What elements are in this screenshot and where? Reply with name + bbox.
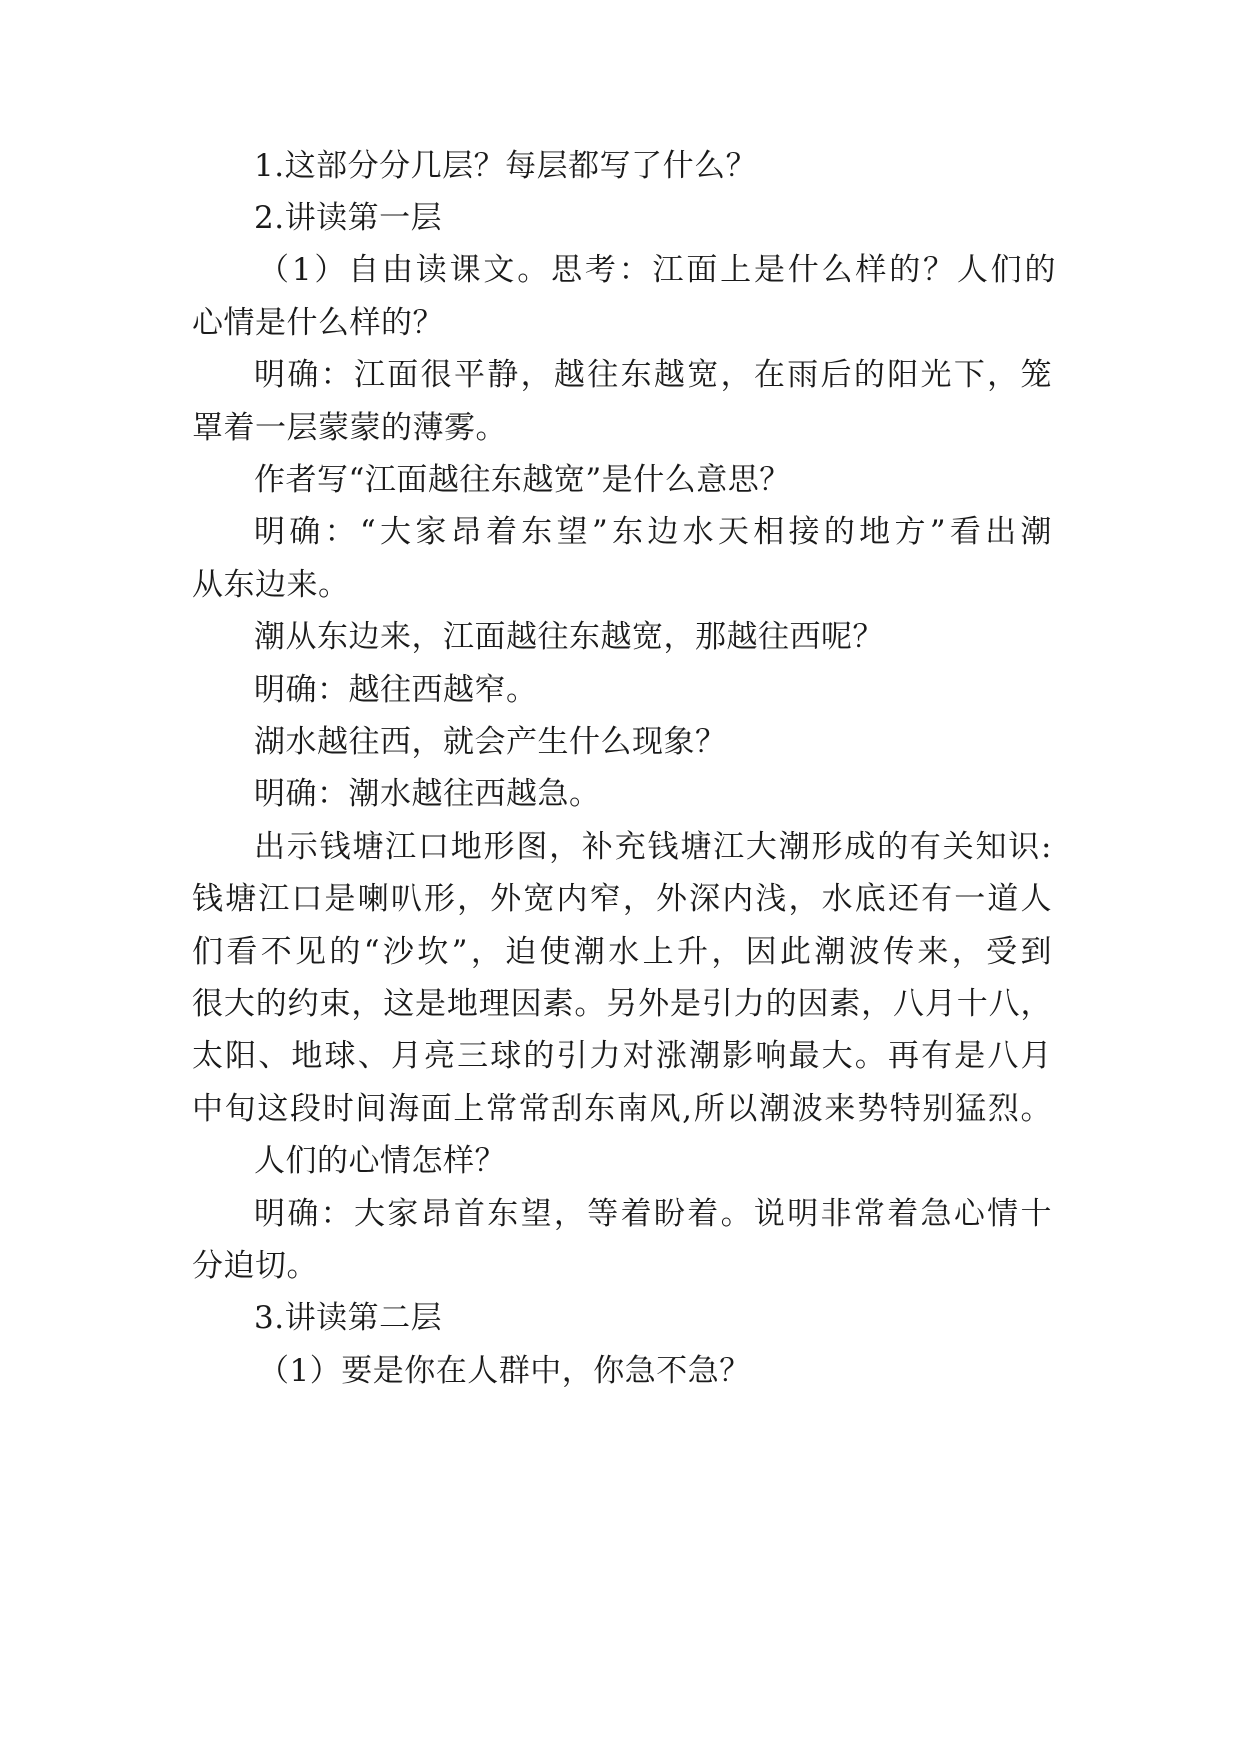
paragraph-line: 们看不见的“沙坎”，迫使潮水上升，因此潮波传来，受到 <box>192 934 1052 970</box>
section-heading: 2.讲读第一层 <box>254 200 443 236</box>
paragraph-line: 从东边来。 <box>192 567 350 603</box>
paragraph-line: 太阳、地球、月亮三球的引力对涨潮影响最大。再有是八月 <box>192 1038 1052 1074</box>
paragraph-line: 分迫切。 <box>192 1248 318 1284</box>
paragraph-line: 明确：大家昂首东望，等着盼着。说明非常着急心情十 <box>254 1196 1052 1232</box>
paragraph-line: 罩着一层蒙蒙的薄雾。 <box>192 410 507 446</box>
question-line: 潮从东边来，江面越往东越宽，那越往西呢？ <box>254 619 884 655</box>
question-line: 人们的心情怎样？ <box>254 1143 506 1179</box>
question-line: 作者写“江面越往东越宽”是什么意思？ <box>254 462 791 498</box>
paragraph-line: 心情是什么样的？ <box>192 305 444 341</box>
paragraph-line: 明确：“大家昂着东望”东边水天相接的地方”看出潮 <box>254 514 1052 550</box>
paragraph-line: 钱塘江口是喇叭形，外宽内窄，外深内浅，水底还有一道人 <box>192 881 1052 917</box>
question-line: 1.这部分分几层？每层都写了什么？ <box>254 148 758 184</box>
question-line: （1）要是你在人群中，你急不急？ <box>258 1353 751 1389</box>
answer-line: 明确：越往西越窄。 <box>254 672 538 708</box>
paragraph-line: 明确：江面很平静，越往东越宽，在雨后的阳光下，笼 <box>254 357 1052 393</box>
paragraph-line: 出示钱塘江口地形图，补充钱塘江大潮形成的有关知识: <box>254 829 1052 865</box>
paragraph-line: 中旬这段时间海面上常常刮东南风,所以潮波来势特别猛烈。 <box>192 1091 1052 1127</box>
paragraph-line: （1）自由读课文。思考：江面上是什么样的？人们的 <box>258 252 1056 288</box>
answer-line: 明确：潮水越往西越急。 <box>254 776 601 812</box>
question-line: 湖水越往西，就会产生什么现象？ <box>254 724 727 760</box>
section-heading: 3.讲读第二层 <box>254 1300 443 1336</box>
paragraph-line: 很大的约束，这是地理因素。另外是引力的因素，八月十八， <box>192 986 1052 1022</box>
